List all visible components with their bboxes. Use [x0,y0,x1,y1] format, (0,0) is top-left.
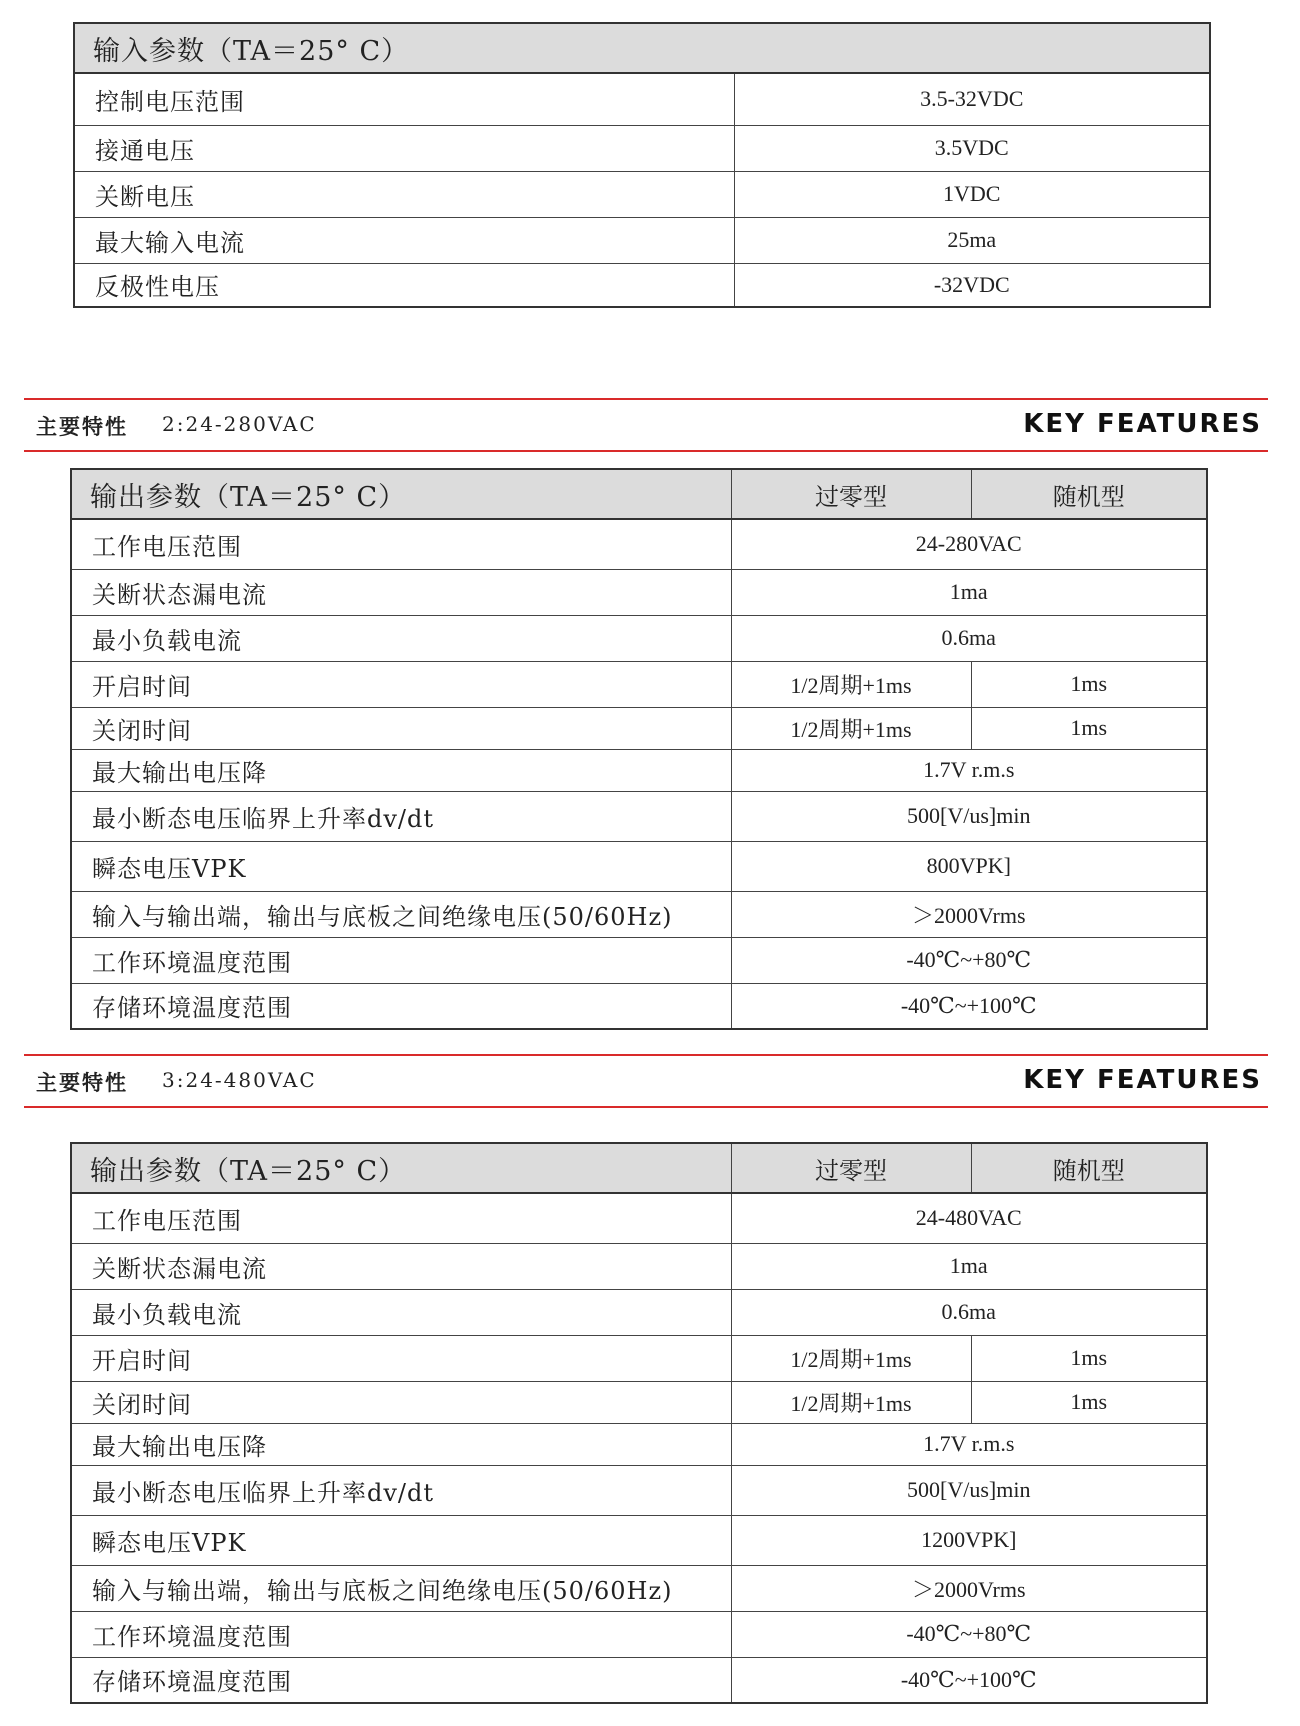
row-value: -40℃~+100℃ [731,983,1207,1029]
row-label: 关断状态漏电流 [71,1243,731,1289]
table-row [71,615,1207,661]
row-value: -40℃~+80℃ [731,1611,1207,1657]
row-label: 工作环境温度范围 [71,1611,731,1657]
row-value: ＞2000Vrms [731,1565,1207,1611]
table-row [71,983,1207,1029]
row-value-random: 1ms [971,707,1207,749]
row-value: 24-480VAC [731,1193,1207,1243]
row-label: 接通电压 [74,125,734,171]
table-row [71,1565,1207,1611]
row-value: 3.5-32VDC [734,73,1210,125]
row-value: 0.6ma [731,615,1207,661]
row-value: 800VPK] [731,841,1207,891]
row-value: 1.7V r.m.s [731,749,1207,791]
row-value: 1ma [731,569,1207,615]
section-header-3 [24,1054,1268,1108]
row-value: 1.7V r.m.s [731,1423,1207,1465]
row-label: 控制电压范围 [74,73,734,125]
section-header-2 [24,398,1268,452]
section-title: 主要特性 [36,415,128,439]
row-label: 工作电压范围 [71,519,731,569]
col-header-random: 随机型 [971,1143,1207,1193]
table-row [71,1657,1207,1703]
row-label: 输入与输出端，输出与底板之间绝缘电压(50/60Hz) [71,891,731,937]
row-label: 开启时间 [71,661,731,707]
table-title: 输出参数（TA＝25° C） [71,1143,731,1193]
table-row [71,791,1207,841]
row-value: 500[V/us]min [731,1465,1207,1515]
section-voltage-range: 3:24-480VAC [162,1068,317,1092]
table-row [71,569,1207,615]
row-value: 1ma [731,1243,1207,1289]
row-value: -32VDC [734,263,1210,307]
table-row [71,1193,1207,1243]
table-row [71,707,1207,749]
table-row [71,1465,1207,1515]
section-voltage-range: 2:24-280VAC [162,412,317,436]
table-title: 输入参数（TA＝25° C） [74,23,1210,73]
table-row [71,1335,1207,1381]
table-row [71,841,1207,891]
row-label: 最大输出电压降 [71,1423,731,1465]
row-value: 1VDC [734,171,1210,217]
section-title: 主要特性 [36,1071,128,1095]
table-row [71,1243,1207,1289]
row-label: 瞬态电压VPK [71,1515,731,1565]
row-label: 存储环境温度范围 [71,1657,731,1703]
row-label: 最小负载电流 [71,615,731,661]
row-label: 关断状态漏电流 [71,569,731,615]
table-row [71,749,1207,791]
col-header-zero-cross: 过零型 [731,469,971,519]
row-value-zero-cross: 1/2周期+1ms [731,707,971,749]
table-row [74,73,1210,125]
row-label: 工作环境温度范围 [71,937,731,983]
table-header-row [74,23,1210,73]
output-params-table-480vac [70,1142,1208,1704]
table-row [71,891,1207,937]
table-row [71,1381,1207,1423]
table-row [71,661,1207,707]
table-header-row [71,1143,1207,1193]
key-features-label: KEY FEATURES [1023,409,1262,439]
row-label: 工作电压范围 [71,1193,731,1243]
row-value: 25ma [734,217,1210,263]
table-row [71,937,1207,983]
row-label: 开启时间 [71,1335,731,1381]
row-value-zero-cross: 1/2周期+1ms [731,1335,971,1381]
row-value: 0.6ma [731,1289,1207,1335]
row-label: 关断电压 [74,171,734,217]
row-value: 3.5VDC [734,125,1210,171]
row-label: 最小断态电压临界上升率dv/dt [71,791,731,841]
row-value-random: 1ms [971,1335,1207,1381]
row-value: 500[V/us]min [731,791,1207,841]
row-label: 输入与输出端，输出与底板之间绝缘电压(50/60Hz) [71,1565,731,1611]
row-label: 最大输出电压降 [71,749,731,791]
row-label: 最大输入电流 [74,217,734,263]
table-header-row [71,469,1207,519]
row-value: -40℃~+80℃ [731,937,1207,983]
table-row [71,1289,1207,1335]
row-value: ＞2000Vrms [731,891,1207,937]
row-value: 1200VPK] [731,1515,1207,1565]
output-params-table-280vac [70,468,1208,1030]
table-row [71,1423,1207,1465]
row-label: 关闭时间 [71,1381,731,1423]
row-value-zero-cross: 1/2周期+1ms [731,661,971,707]
row-label: 最小断态电压临界上升率dv/dt [71,1465,731,1515]
row-label: 存储环境温度范围 [71,983,731,1029]
row-value-zero-cross: 1/2周期+1ms [731,1381,971,1423]
row-value: 24-280VAC [731,519,1207,569]
col-header-random: 随机型 [971,469,1207,519]
row-label: 反极性电压 [74,263,734,307]
row-label: 瞬态电压VPK [71,841,731,891]
table-row [71,519,1207,569]
row-label: 最小负载电流 [71,1289,731,1335]
row-value-random: 1ms [971,661,1207,707]
key-features-label: KEY FEATURES [1023,1065,1262,1095]
table-row [74,125,1210,171]
table-row [74,217,1210,263]
table-row [74,171,1210,217]
row-value: -40℃~+100℃ [731,1657,1207,1703]
input-params-table [73,22,1211,308]
table-row [71,1515,1207,1565]
table-row [71,1611,1207,1657]
row-label: 关闭时间 [71,707,731,749]
table-title: 输出参数（TA＝25° C） [71,469,731,519]
row-value-random: 1ms [971,1381,1207,1423]
col-header-zero-cross: 过零型 [731,1143,971,1193]
table-row [74,263,1210,307]
